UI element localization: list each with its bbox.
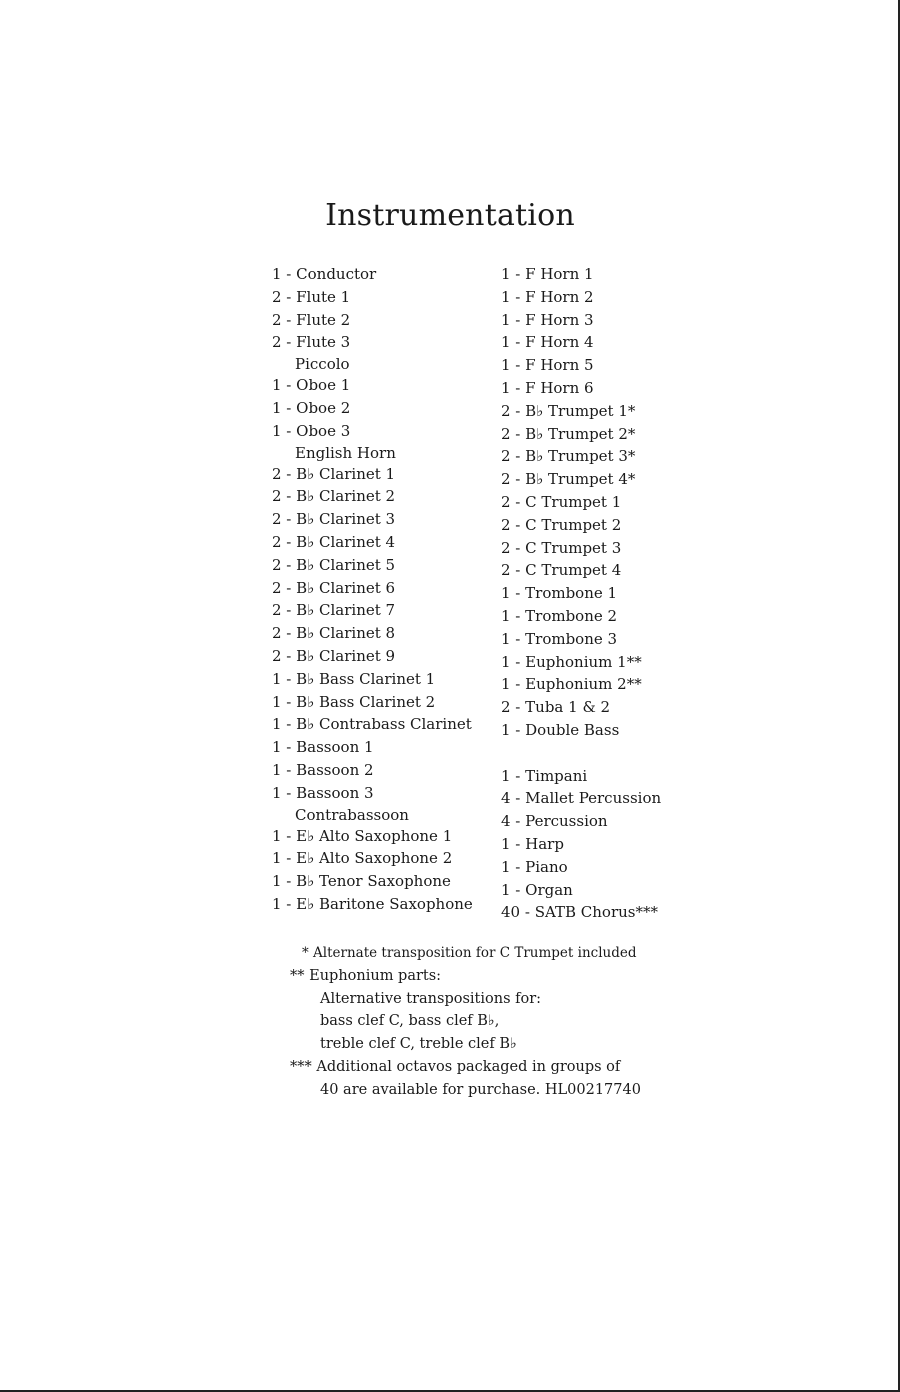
instrument-item: 1 - Double Bass (501, 720, 620, 739)
instrument-item: 1 - F Horn 1 (501, 265, 594, 283)
footnote-trumpet: * Alternate transposition for C Trumpet included (302, 945, 637, 961)
footnote-euphonium-detail-1: Alternative transpositions for: (320, 990, 542, 1007)
list-spacer (501, 742, 721, 765)
instrument-item: 1 - B♭ Bass Clarinet 2 (272, 692, 436, 711)
instrument-item: 1 - Conductor (272, 265, 377, 283)
instrument-item: 2 - C Trumpet 4 (501, 561, 622, 580)
instrument-item: 2 - B♭ Clarinet 2 (272, 487, 396, 506)
instrument-item: 1 - Bassoon 3 (272, 783, 374, 802)
instrument-item: 4 - Percussion (501, 812, 608, 831)
instrument-item: 4 - Mallet Percussion (501, 789, 662, 808)
instrument-item: 1 - E♭ Alto Saxophone 2 (272, 849, 453, 868)
instrument-item: 1 - B♭ Bass Clarinet 1 (272, 669, 436, 688)
instrument-item: 2 - B♭ Clarinet 7 (272, 601, 396, 620)
instrument-item: 1 - F Horn 6 (501, 378, 594, 397)
instrument-item: 1 - Trombone 2 (501, 606, 618, 625)
instrument-item: 1 - E♭ Alto Saxophone 1 (272, 826, 453, 845)
page-title: Instrumentation (325, 198, 575, 233)
instrument-item: 2 - Flute 1 (272, 287, 351, 306)
instrument-item: 1 - Euphonium 2** (501, 675, 642, 694)
instrument-item: 2 - Flute 2 (272, 310, 351, 329)
instrument-item: 2 - B♭ Clarinet 5 (272, 555, 396, 574)
instrument-item: 2 - B♭ Clarinet 6 (272, 578, 396, 597)
footnote-euphonium: ** Euphonium parts: (290, 967, 442, 984)
instrument-item: 1 - B♭ Tenor Saxophone (272, 872, 451, 891)
footnotes (290, 942, 710, 1102)
instrument-list-left (272, 263, 502, 916)
instrument-item: 2 - Tuba 1 & 2 (501, 698, 611, 717)
instrument-item: 1 - Bassoon 2 (272, 760, 374, 779)
instrument-item: 2 - B♭ Trumpet 4* (501, 470, 636, 489)
instrument-item: 2 - B♭ Trumpet 3* (501, 447, 636, 466)
instrument-item: 1 - Bassoon 1 (272, 738, 374, 757)
instrument-item: 1 - F Horn 3 (501, 310, 594, 329)
footnote-chorus: *** Additional octavos packaged in groups of (290, 1058, 621, 1075)
instrument-item: 1 - F Horn 5 (501, 356, 594, 375)
instrument-doubling: Piccolo (295, 355, 350, 374)
instrument-item: 1 - Trombone 3 (501, 629, 618, 648)
instrument-item: 1 - Oboe 3 (272, 421, 351, 440)
instrument-doubling: Contrabassoon (295, 805, 409, 824)
footnote-euphonium-detail-2: bass clef C, bass clef B♭, (320, 1013, 500, 1030)
instrument-item: 40 - SATB Chorus*** (501, 903, 658, 922)
instrument-item: 2 - B♭ Trumpet 1* (501, 401, 636, 420)
instrument-item: 2 - C Trumpet 1 (501, 492, 622, 511)
instrument-item: 2 - Flute 3 (272, 333, 351, 352)
instrument-item: 2 - B♭ Clarinet 9 (272, 646, 396, 665)
instrument-item: 1 - Oboe 1 (272, 376, 351, 395)
instrument-item: 2 - B♭ Clarinet 1 (272, 464, 396, 483)
instrument-item: 1 - F Horn 4 (501, 333, 594, 352)
instrument-item: 1 - Euphonium 1** (501, 652, 642, 671)
instrument-item: 2 - B♭ Trumpet 2* (501, 424, 636, 443)
footnote-chorus-detail: 40 are available for purchase. HL00217740 (320, 1081, 641, 1098)
instrument-item: 2 - B♭ Clarinet 8 (272, 624, 396, 643)
instrument-item: 2 - B♭ Clarinet 4 (272, 532, 396, 551)
instrument-item: 1 - B♭ Contrabass Clarinet (272, 715, 472, 734)
instrument-item: 2 - C Trumpet 3 (501, 538, 622, 557)
instrument-item: 1 - Organ (501, 880, 573, 899)
instrument-item: 1 - Harp (501, 834, 564, 853)
instrument-item: 1 - Oboe 2 (272, 398, 351, 417)
instrument-item: 1 - Piano (501, 857, 568, 876)
instrument-item: 1 - Timpani (501, 766, 588, 785)
instrument-item: 2 - B♭ Clarinet 3 (272, 510, 396, 529)
instrument-doubling: English Horn (295, 443, 396, 462)
instrument-item: 1 - F Horn 2 (501, 287, 594, 306)
instrument-list-right (501, 263, 721, 924)
instrument-item: 2 - C Trumpet 2 (501, 515, 622, 534)
instrument-item: 1 - Trombone 1 (501, 584, 618, 603)
instrument-item: 1 - E♭ Baritone Saxophone (272, 894, 473, 913)
footnote-euphonium-detail-3: treble clef C, treble clef B♭ (320, 1036, 517, 1053)
